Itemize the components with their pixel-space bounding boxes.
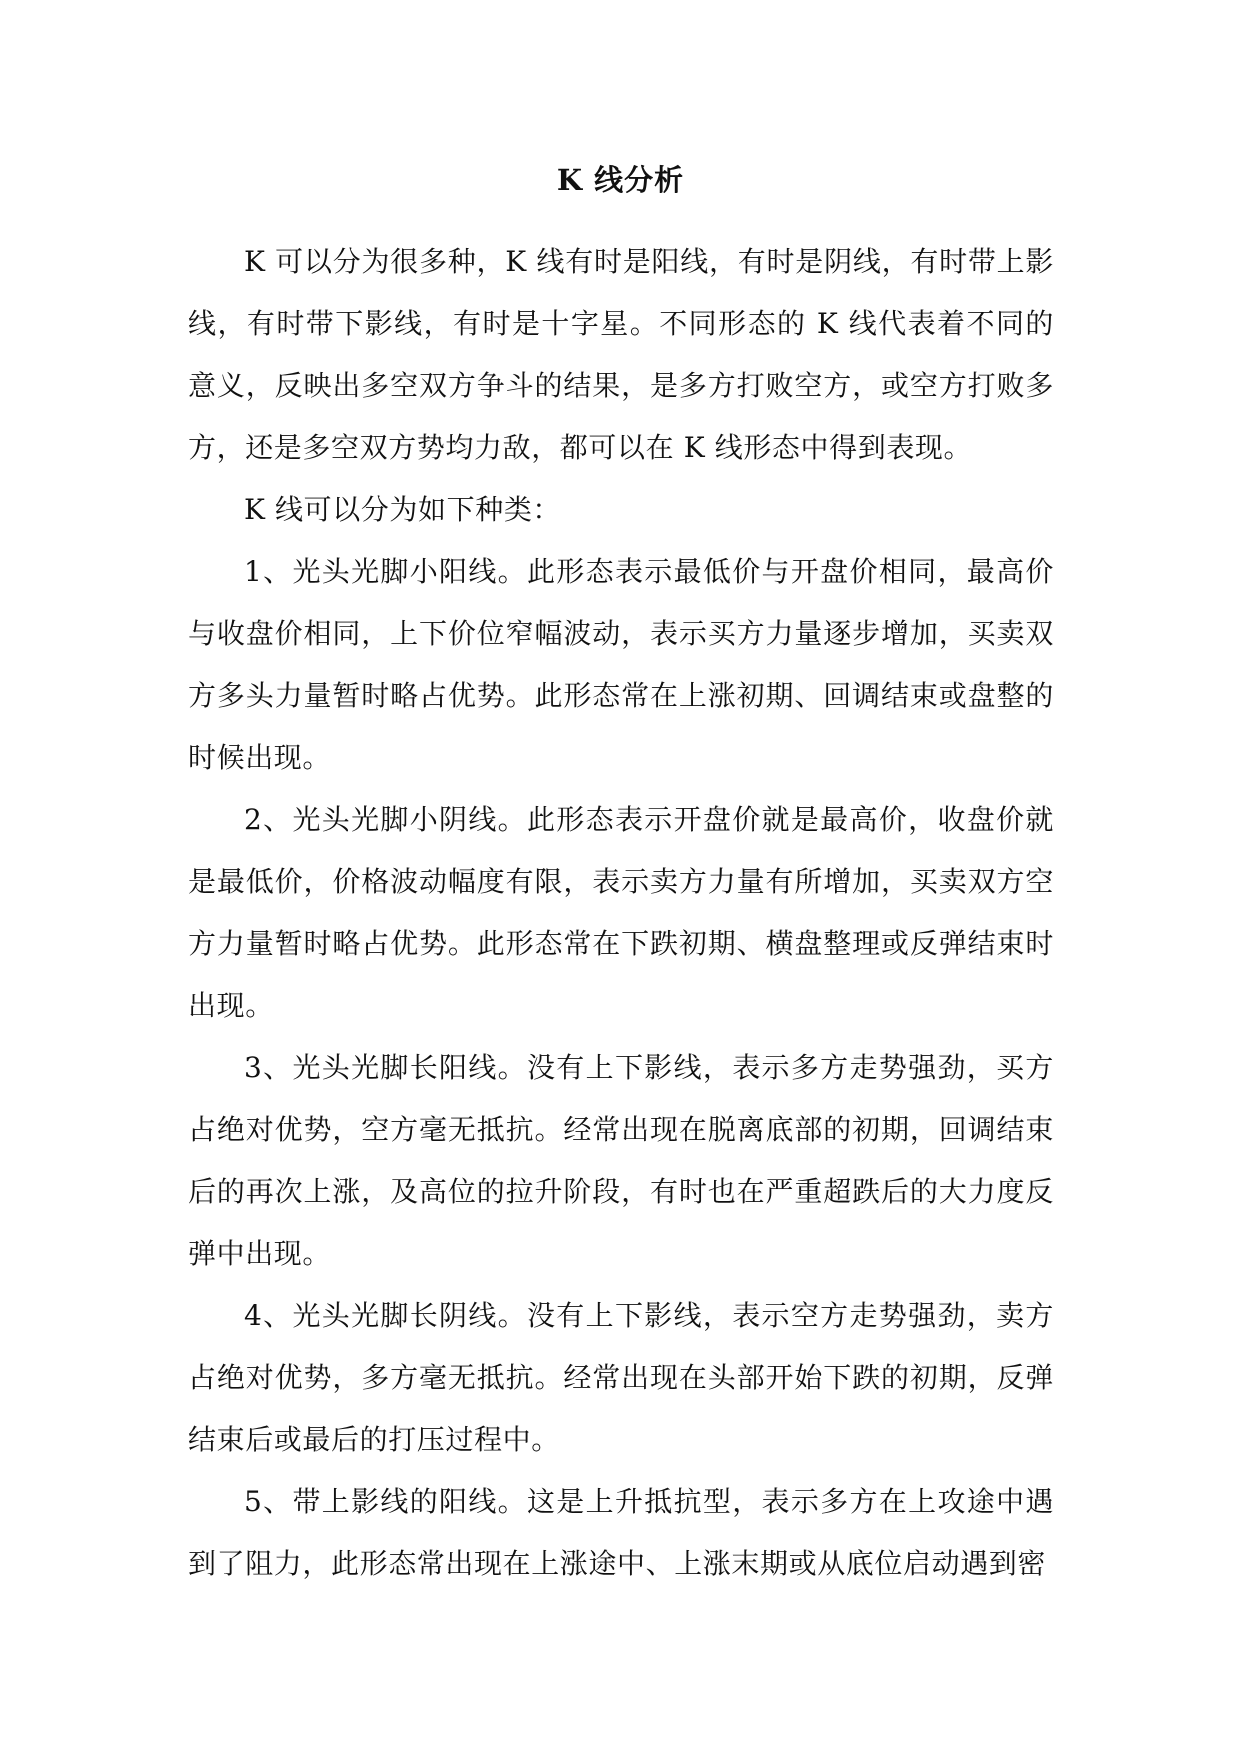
paragraph-intro: K 可以分为很多种，K 线有时是阳线，有时是阴线，有时带上影线，有时带下影线，有时是十字星。不同形态的 K 线代表着不同的意义，反映出多空双方争斗的结果，是多方打败空方，或空方打败多方，还是多空双方势均力敌，都可以在 K 线形态中得到表现。 [188,245,1054,464]
paragraph-item-2: 2、光头光脚小阴线。此形态表示开盘价就是最高价，收盘价就是最低价，价格波动幅度有限，表示卖方力量有所增加，买卖双方空方力量暂时略占优势。此形态常在下跌初期、横盘整理或反弹结束时出现。 [188,803,1054,1022]
document-body [188,231,1054,1595]
document-title: K 线分析 [556,163,685,197]
paragraph-item-1: 1、光头光脚小阳线。此形态表示最低价与开盘价相同，最高价与收盘价相同，上下价位窄幅波动，表示买方力量逐步增加，买卖双方多头力量暂时略占优势。此形态常在上涨初期、回调结束或盘整的时候出现。 [188,555,1054,774]
paragraph-item-5: 5、带上影线的阳线。这是上升抵抗型，表示多方在上攻途中遇到了阻力，此形态常出现在上涨途中、上涨末期或从底位启动遇到密 [188,1485,1054,1580]
paragraph-item-4: 4、光头光脚长阴线。没有上下影线，表示空方走势强劲，卖方占绝对优势，多方毫无抵抗。经常出现在头部开始下跌的初期，反弹结束后或最后的打压过程中。 [188,1299,1054,1456]
paragraph-item-3: 3、光头光脚长阳线。没有上下影线，表示多方走势强劲，买方占绝对优势，空方毫无抵抗。经常出现在脱离底部的初期，回调结束后的再次上涨，及高位的拉升阶段，有时也在严重超跌后的大力度反弹中出现。 [188,1051,1054,1270]
paragraph-types-heading: K 线可以分为如下种类： [244,493,562,526]
